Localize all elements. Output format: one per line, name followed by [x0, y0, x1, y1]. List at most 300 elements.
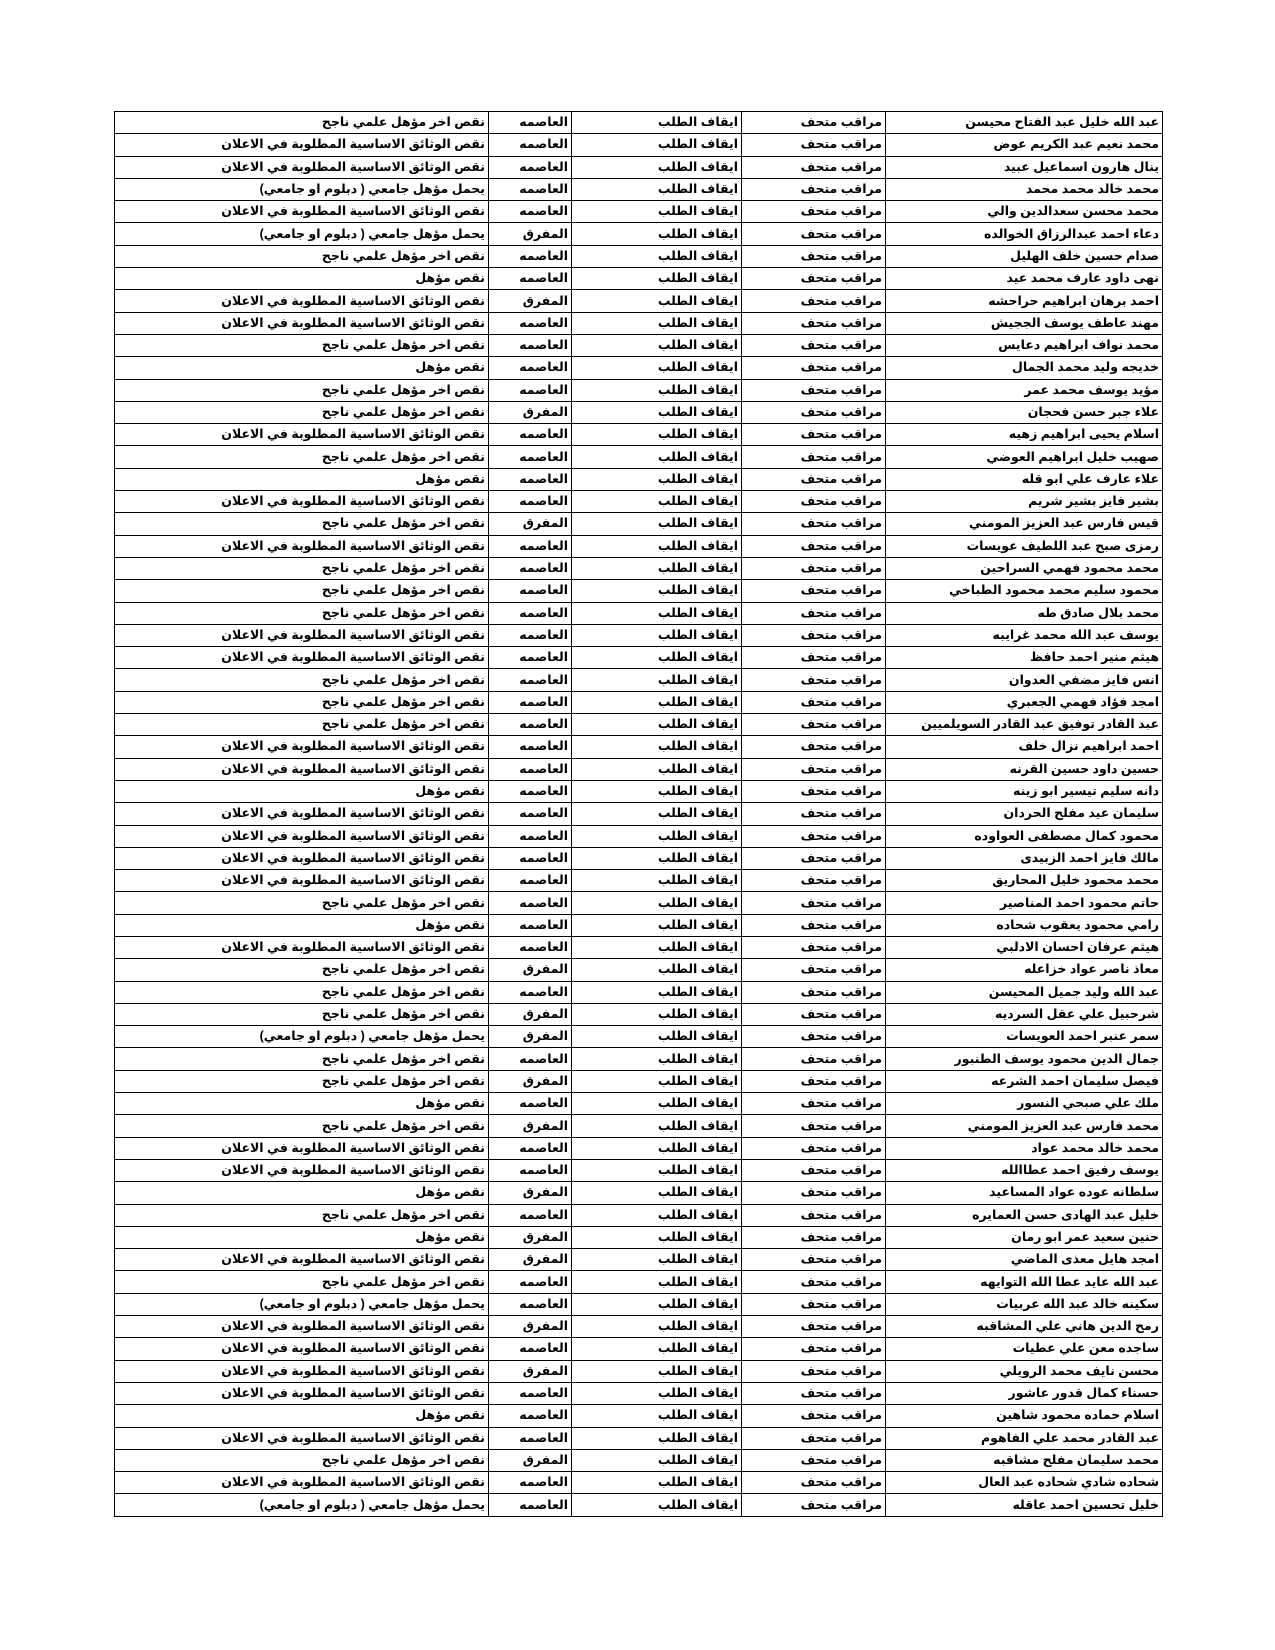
job-title-cell: مراقب متحف [742, 691, 886, 713]
status-cell: ايقاف الطلب [572, 714, 742, 736]
reason-cell: نقص الوثائق الاساسية المطلوبة في الاعلان [115, 647, 489, 669]
table-row [115, 357, 1163, 379]
job-title-cell: مراقب متحف [742, 557, 886, 579]
applicant-name-cell: عبد القادر محمد علي الفاهوم [886, 1427, 1163, 1449]
governorate-cell: المفرق [489, 513, 572, 535]
status-cell: ايقاف الطلب [572, 1048, 742, 1070]
status-cell: ايقاف الطلب [572, 1271, 742, 1293]
table-row [115, 334, 1163, 356]
job-title-cell: مراقب متحف [742, 602, 886, 624]
table-row [115, 1070, 1163, 1092]
governorate-cell: العاصمه [489, 847, 572, 869]
table-row [115, 1494, 1163, 1516]
applicant-name-cell: قيس فارس عبد العزيز المومني [886, 513, 1163, 535]
table-row [115, 1159, 1163, 1181]
reason-cell: نقص الوثائق الاساسية المطلوبة في الاعلان [115, 803, 489, 825]
table-row [115, 1271, 1163, 1293]
job-title-cell: مراقب متحف [742, 1382, 886, 1404]
status-cell: ايقاف الطلب [572, 513, 742, 535]
table-row [115, 981, 1163, 1003]
applicant-name-cell: محمد نواف ابراهيم دعايس [886, 334, 1163, 356]
reason-cell: نقص اخر مؤهل علمي ناجح [115, 379, 489, 401]
reason-cell: نقص مؤهل [115, 357, 489, 379]
status-cell: ايقاف الطلب [572, 535, 742, 557]
table-row [115, 178, 1163, 200]
table-row [115, 736, 1163, 758]
reason-cell: نقص اخر مؤهل علمي ناجح [115, 1271, 489, 1293]
status-cell: ايقاف الطلب [572, 825, 742, 847]
job-title-cell: مراقب متحف [742, 1093, 886, 1115]
job-title-cell: مراقب متحف [742, 624, 886, 646]
job-title-cell: مراقب متحف [742, 1472, 886, 1494]
job-title-cell: مراقب متحف [742, 312, 886, 334]
applicant-name-cell: احمد برهان ابراهيم حراحشه [886, 290, 1163, 312]
applicant-name-cell: حسناء كمال قدور عاشور [886, 1382, 1163, 1404]
governorate-cell: المفرق [489, 1360, 572, 1382]
governorate-cell: العاصمه [489, 758, 572, 780]
applicant-name-cell: رمزى صبح عبد اللطيف عويسات [886, 535, 1163, 557]
reason-cell: نقص الوثائق الاساسية المطلوبة في الاعلان [115, 758, 489, 780]
job-title-cell: مراقب متحف [742, 1293, 886, 1315]
reason-cell: نقص الوثائق الاساسية المطلوبة في الاعلان [115, 1159, 489, 1181]
reason-cell: نقص الوثائق الاساسية المطلوبة في الاعلان [115, 134, 489, 156]
status-cell: ايقاف الطلب [572, 959, 742, 981]
job-title-cell: مراقب متحف [742, 981, 886, 1003]
governorate-cell: المفرق [489, 1070, 572, 1092]
governorate-cell: العاصمه [489, 780, 572, 802]
status-cell: ايقاف الطلب [572, 691, 742, 713]
reason-cell: نقص الوثائق الاساسية المطلوبة في الاعلان [115, 870, 489, 892]
table-row [115, 714, 1163, 736]
table-row [115, 1026, 1163, 1048]
job-title-cell: مراقب متحف [742, 1316, 886, 1338]
job-title-cell: مراقب متحف [742, 780, 886, 802]
applicant-name-cell: سمر عنبر احمد العويسات [886, 1026, 1163, 1048]
table-row [115, 1137, 1163, 1159]
reason-cell: نقص اخر مؤهل علمي ناجح [115, 691, 489, 713]
table-row [115, 268, 1163, 290]
reason-cell: نقص اخر مؤهل علمي ناجح [115, 334, 489, 356]
status-cell: ايقاف الطلب [572, 1293, 742, 1315]
reason-cell: نقص الوثائق الاساسية المطلوبة في الاعلان [115, 1360, 489, 1382]
applicant-name-cell: دانه سليم تيسير ابو زينه [886, 780, 1163, 802]
applicant-name-cell: سكينه خالد عبد الله عربيات [886, 1293, 1163, 1315]
table-row [115, 1427, 1163, 1449]
status-cell: ايقاف الطلب [572, 245, 742, 267]
table-row [115, 312, 1163, 334]
applicant-name-cell: صهيب خليل ابراهيم العوضي [886, 446, 1163, 468]
reason-cell: نقص مؤهل [115, 1093, 489, 1115]
governorate-cell: العاصمه [489, 1048, 572, 1070]
reason-cell: نقص مؤهل [115, 780, 489, 802]
status-cell: ايقاف الطلب [572, 1405, 742, 1427]
governorate-cell: العاصمه [489, 334, 572, 356]
job-title-cell: مراقب متحف [742, 290, 886, 312]
governorate-cell: المفرق [489, 959, 572, 981]
governorate-cell: العاصمه [489, 825, 572, 847]
governorate-cell: المفرق [489, 1249, 572, 1271]
table-row [115, 1382, 1163, 1404]
applicant-name-cell: محمد نعيم عبد الكريم عوض [886, 134, 1163, 156]
table-row [115, 535, 1163, 557]
status-cell: ايقاف الطلب [572, 780, 742, 802]
status-cell: ايقاف الطلب [572, 491, 742, 513]
table-row [115, 223, 1163, 245]
job-title-cell: مراقب متحف [742, 1137, 886, 1159]
table-row [115, 491, 1163, 513]
applicant-name-cell: محمد سليمان مفلح مشاقبه [886, 1449, 1163, 1471]
status-cell: ايقاف الطلب [572, 647, 742, 669]
job-title-cell: مراقب متحف [742, 959, 886, 981]
applicant-name-cell: احمد ابراهيم نزال خلف [886, 736, 1163, 758]
reason-cell: نقص اخر مؤهل علمي ناجح [115, 112, 489, 134]
job-title-cell: مراقب متحف [742, 491, 886, 513]
table-row [115, 513, 1163, 535]
governorate-cell: العاصمه [489, 803, 572, 825]
job-title-cell: مراقب متحف [742, 245, 886, 267]
reason-cell: نقص اخر مؤهل علمي ناجح [115, 401, 489, 423]
table-row [115, 1360, 1163, 1382]
job-title-cell: مراقب متحف [742, 223, 886, 245]
applicant-name-cell: رامي محمود يعقوب شحاده [886, 914, 1163, 936]
job-title-cell: مراقب متحف [742, 1449, 886, 1471]
status-cell: ايقاف الطلب [572, 736, 742, 758]
governorate-cell: العاصمه [489, 714, 572, 736]
reason-cell: يحمل مؤهل جامعي ( دبلوم او جامعي) [115, 1026, 489, 1048]
table-row [115, 847, 1163, 869]
job-title-cell: مراقب متحف [742, 647, 886, 669]
applicant-name-cell: هيثم منير احمد حافظ [886, 647, 1163, 669]
table-row [115, 803, 1163, 825]
reason-cell: نقص الوثائق الاساسية المطلوبة في الاعلان [115, 424, 489, 446]
applicant-name-cell: مهند عاطف يوسف الججيش [886, 312, 1163, 334]
job-title-cell: مراقب متحف [742, 914, 886, 936]
table-row [115, 870, 1163, 892]
governorate-cell: العاصمه [489, 557, 572, 579]
table-row [115, 1405, 1163, 1427]
reason-cell: نقص اخر مؤهل علمي ناجح [115, 580, 489, 602]
reason-cell: نقص مؤهل [115, 1182, 489, 1204]
status-cell: ايقاف الطلب [572, 334, 742, 356]
governorate-cell: العاصمه [489, 1427, 572, 1449]
governorate-cell: العاصمه [489, 892, 572, 914]
status-cell: ايقاف الطلب [572, 557, 742, 579]
job-title-cell: مراقب متحف [742, 178, 886, 200]
reason-cell: نقص اخر مؤهل علمي ناجح [115, 981, 489, 1003]
governorate-cell: المفرق [489, 401, 572, 423]
job-title-cell: مراقب متحف [742, 401, 886, 423]
table-row [115, 290, 1163, 312]
applicant-name-cell: انس فايز مضفي العدوان [886, 669, 1163, 691]
status-cell: ايقاف الطلب [572, 1137, 742, 1159]
table-row [115, 1316, 1163, 1338]
table-row [115, 691, 1163, 713]
governorate-cell: العاصمه [489, 379, 572, 401]
status-cell: ايقاف الطلب [572, 758, 742, 780]
status-cell: ايقاف الطلب [572, 1226, 742, 1248]
reason-cell: نقص اخر مؤهل علمي ناجح [115, 959, 489, 981]
table-row [115, 624, 1163, 646]
governorate-cell: العاصمه [489, 1204, 572, 1226]
governorate-cell: العاصمه [489, 1293, 572, 1315]
reason-cell: نقص الوثائق الاساسية المطلوبة في الاعلان [115, 491, 489, 513]
governorate-cell: العاصمه [489, 1472, 572, 1494]
applicant-name-cell: علاء عارف علي ابو قله [886, 468, 1163, 490]
governorate-cell: العاصمه [489, 268, 572, 290]
job-title-cell: مراقب متحف [742, 134, 886, 156]
table-row [115, 1003, 1163, 1025]
applicant-name-cell: عبد الله وليد جميل المحيسن [886, 981, 1163, 1003]
table-row [115, 468, 1163, 490]
applicant-name-cell: حنين سعيد عمر ابو رمان [886, 1226, 1163, 1248]
status-cell: ايقاف الطلب [572, 936, 742, 958]
status-cell: ايقاف الطلب [572, 223, 742, 245]
reason-cell: نقص الوثائق الاساسية المطلوبة في الاعلان [115, 290, 489, 312]
applicant-name-cell: يوسف عبد الله محمد غرايبه [886, 624, 1163, 646]
governorate-cell: العاصمه [489, 491, 572, 513]
applicant-name-cell: محسن نايف محمد الرويلي [886, 1360, 1163, 1382]
reason-cell: نقص اخر مؤهل علمي ناجح [115, 714, 489, 736]
job-title-cell: مراقب متحف [742, 669, 886, 691]
job-title-cell: مراقب متحف [742, 1427, 886, 1449]
applicant-name-cell: محمد محمود خليل المحاريق [886, 870, 1163, 892]
governorate-cell: العاصمه [489, 312, 572, 334]
job-title-cell: مراقب متحف [742, 1338, 886, 1360]
table-row [115, 1115, 1163, 1137]
applicant-name-cell: عبد الله خليل عبد الفتاح محيسن [886, 112, 1163, 134]
status-cell: ايقاف الطلب [572, 1115, 742, 1137]
governorate-cell: العاصمه [489, 736, 572, 758]
reason-cell: نقص الوثائق الاساسية المطلوبة في الاعلان [115, 1316, 489, 1338]
applicant-name-cell: سلطانه عوده عواد المساعيد [886, 1182, 1163, 1204]
governorate-cell: العاصمه [489, 1271, 572, 1293]
status-cell: ايقاف الطلب [572, 1249, 742, 1271]
table-row [115, 424, 1163, 446]
reason-cell: نقص الوثائق الاساسية المطلوبة في الاعلان [115, 312, 489, 334]
status-cell: ايقاف الطلب [572, 1449, 742, 1471]
table-row [115, 245, 1163, 267]
governorate-cell: العاصمه [489, 580, 572, 602]
reason-cell: نقص الوثائق الاساسية المطلوبة في الاعلان [115, 1137, 489, 1159]
job-title-cell: مراقب متحف [742, 825, 886, 847]
applicant-name-cell: علاء جبر حسن فحجان [886, 401, 1163, 423]
applicant-name-cell: عبد القادر توفيق عبد القادر السويلميين [886, 714, 1163, 736]
job-title-cell: مراقب متحف [742, 714, 886, 736]
applicant-name-cell: عبد الله عايد عطا الله التوايهه [886, 1271, 1163, 1293]
job-title-cell: مراقب متحف [742, 1249, 886, 1271]
governorate-cell: المفرق [489, 1226, 572, 1248]
reason-cell: نقص الوثائق الاساسية المطلوبة في الاعلان [115, 624, 489, 646]
job-title-cell: مراقب متحف [742, 1360, 886, 1382]
reason-cell: نقص اخر مؤهل علمي ناجح [115, 245, 489, 267]
job-title-cell: مراقب متحف [742, 1182, 886, 1204]
status-cell: ايقاف الطلب [572, 914, 742, 936]
reason-cell: نقص اخر مؤهل علمي ناجح [115, 1003, 489, 1025]
table-row [115, 557, 1163, 579]
status-cell: ايقاف الطلب [572, 870, 742, 892]
applicant-name-cell: ملك علي صبحي النسور [886, 1093, 1163, 1115]
status-cell: ايقاف الطلب [572, 1093, 742, 1115]
governorate-cell: العاصمه [489, 602, 572, 624]
applicant-name-cell: شحاده شادي شحاده عبد العال [886, 1472, 1163, 1494]
table-row [115, 156, 1163, 178]
applicant-name-cell: خديجه وليد محمد الجمال [886, 357, 1163, 379]
table-row [115, 1204, 1163, 1226]
applicant-name-cell: حسين داود حسين القرنه [886, 758, 1163, 780]
governorate-cell: العاصمه [489, 1338, 572, 1360]
status-cell: ايقاف الطلب [572, 1494, 742, 1516]
governorate-cell: المفرق [489, 1182, 572, 1204]
governorate-cell: العاصمه [489, 914, 572, 936]
applicant-name-cell: يوسف رفيق احمد عطاالله [886, 1159, 1163, 1181]
status-cell: ايقاف الطلب [572, 803, 742, 825]
job-title-cell: مراقب متحف [742, 1226, 886, 1248]
reason-cell: يحمل مؤهل جامعي ( دبلوم او جامعي) [115, 1293, 489, 1315]
governorate-cell: العاصمه [489, 201, 572, 223]
job-title-cell: مراقب متحف [742, 334, 886, 356]
reason-cell: نقص الوثائق الاساسية المطلوبة في الاعلان [115, 156, 489, 178]
applicant-name-cell: بشير فايز بشير شريم [886, 491, 1163, 513]
governorate-cell: العاصمه [489, 134, 572, 156]
job-title-cell: مراقب متحف [742, 156, 886, 178]
applicant-name-cell: صدام حسين خلف الهليل [886, 245, 1163, 267]
status-cell: ايقاف الطلب [572, 112, 742, 134]
table-row [115, 134, 1163, 156]
governorate-cell: العاصمه [489, 178, 572, 200]
applicant-name-cell: محمد محمود فهمي السراحين [886, 557, 1163, 579]
applicant-name-cell: امجد فؤاد فهمي الجعبري [886, 691, 1163, 713]
table-row [115, 758, 1163, 780]
table-row [115, 446, 1163, 468]
reason-cell: نقص الوثائق الاساسية المطلوبة في الاعلان [115, 1338, 489, 1360]
governorate-cell: العاصمه [489, 1093, 572, 1115]
reason-cell: نقص الوثائق الاساسية المطلوبة في الاعلان [115, 535, 489, 557]
job-title-cell: مراقب متحف [742, 357, 886, 379]
table-row [115, 1249, 1163, 1271]
status-cell: ايقاف الطلب [572, 1159, 742, 1181]
status-cell: ايقاف الطلب [572, 892, 742, 914]
table-row [115, 401, 1163, 423]
governorate-cell: العاصمه [489, 870, 572, 892]
status-cell: ايقاف الطلب [572, 624, 742, 646]
reason-cell: يحمل مؤهل جامعي ( دبلوم او جامعي) [115, 223, 489, 245]
governorate-cell: العاصمه [489, 647, 572, 669]
job-title-cell: مراقب متحف [742, 513, 886, 535]
applicant-name-cell: خليل عبد الهادى حسن العمايره [886, 1204, 1163, 1226]
table-row [115, 959, 1163, 981]
status-cell: ايقاف الطلب [572, 156, 742, 178]
status-cell: ايقاف الطلب [572, 1472, 742, 1494]
table-row [115, 936, 1163, 958]
reason-cell: نقص اخر مؤهل علمي ناجح [115, 602, 489, 624]
status-cell: ايقاف الطلب [572, 134, 742, 156]
status-cell: ايقاف الطلب [572, 178, 742, 200]
status-cell: ايقاف الطلب [572, 847, 742, 869]
applicant-name-cell: جمال الدين محمود يوسف الطنبور [886, 1048, 1163, 1070]
table-row [115, 201, 1163, 223]
table-row [115, 112, 1163, 134]
table-row [115, 379, 1163, 401]
applicant-name-cell: خليل تحسين احمد عاقله [886, 1494, 1163, 1516]
table-row [115, 1293, 1163, 1315]
table-row [115, 780, 1163, 802]
applicant-name-cell: محمود سليم محمد محمود الطباخي [886, 580, 1163, 602]
status-cell: ايقاف الطلب [572, 1427, 742, 1449]
reason-cell: نقص اخر مؤهل علمي ناجح [115, 1204, 489, 1226]
table-row [115, 1048, 1163, 1070]
table-row [115, 1093, 1163, 1115]
reason-cell: نقص اخر مؤهل علمي ناجح [115, 669, 489, 691]
applicant-name-cell: حاتم محمود احمد المناصير [886, 892, 1163, 914]
table-row [115, 602, 1163, 624]
applicant-name-cell: اسلام حماده محمود شاهين [886, 1405, 1163, 1427]
job-title-cell: مراقب متحف [742, 535, 886, 557]
applicant-name-cell: رمح الدين هاني علي المشاقبه [886, 1316, 1163, 1338]
reason-cell: نقص الوثائق الاساسية المطلوبة في الاعلان [115, 847, 489, 869]
table-row [115, 825, 1163, 847]
applicant-name-cell: محمد خالد محمد عواد [886, 1137, 1163, 1159]
reason-cell: نقص الوثائق الاساسية المطلوبة في الاعلان [115, 736, 489, 758]
job-title-cell: مراقب متحف [742, 424, 886, 446]
table-row [115, 1449, 1163, 1471]
job-title-cell: مراقب متحف [742, 1115, 886, 1137]
governorate-cell: العاصمه [489, 1137, 572, 1159]
reason-cell: نقص اخر مؤهل علمي ناجح [115, 513, 489, 535]
status-cell: ايقاف الطلب [572, 401, 742, 423]
status-cell: ايقاف الطلب [572, 602, 742, 624]
job-title-cell: مراقب متحف [742, 112, 886, 134]
document-page [114, 111, 1163, 1517]
applicant-name-cell: نهى داود عارف محمد عيد [886, 268, 1163, 290]
status-cell: ايقاف الطلب [572, 1182, 742, 1204]
table-row [115, 1472, 1163, 1494]
job-title-cell: مراقب متحف [742, 1003, 886, 1025]
table-row [115, 669, 1163, 691]
job-title-cell: مراقب متحف [742, 1048, 886, 1070]
governorate-cell: العاصمه [489, 669, 572, 691]
job-title-cell: مراقب متحف [742, 758, 886, 780]
governorate-cell: العاصمه [489, 424, 572, 446]
applicant-name-cell: محمد بلال صادق طه [886, 602, 1163, 624]
job-title-cell: مراقب متحف [742, 1159, 886, 1181]
status-cell: ايقاف الطلب [572, 312, 742, 334]
status-cell: ايقاف الطلب [572, 1204, 742, 1226]
applicant-name-cell: فيصل سليمان احمد الشرعه [886, 1070, 1163, 1092]
job-title-cell: مراقب متحف [742, 379, 886, 401]
governorate-cell: العاصمه [489, 936, 572, 958]
governorate-cell: العاصمه [489, 245, 572, 267]
job-title-cell: مراقب متحف [742, 580, 886, 602]
status-cell: ايقاف الطلب [572, 424, 742, 446]
reason-cell: يحمل مؤهل جامعي ( دبلوم او جامعي) [115, 178, 489, 200]
reason-cell: نقص مؤهل [115, 914, 489, 936]
applicant-name-cell: شرحبيل علي عقل السرديه [886, 1003, 1163, 1025]
status-cell: ايقاف الطلب [572, 1003, 742, 1025]
applicant-name-cell: ينال هارون اسماعيل عبيد [886, 156, 1163, 178]
governorate-cell: المفرق [489, 290, 572, 312]
job-title-cell: مراقب متحف [742, 803, 886, 825]
governorate-cell: العاصمه [489, 1494, 572, 1516]
status-cell: ايقاف الطلب [572, 1026, 742, 1048]
governorate-cell: العاصمه [489, 1159, 572, 1181]
reason-cell: نقص مؤهل [115, 268, 489, 290]
governorate-cell: العاصمه [489, 624, 572, 646]
reason-cell: نقص مؤهل [115, 468, 489, 490]
reason-cell: نقص مؤهل [115, 1226, 489, 1248]
status-cell: ايقاف الطلب [572, 1316, 742, 1338]
applicant-name-cell: ساجده معن علي عطيات [886, 1338, 1163, 1360]
table-row [115, 914, 1163, 936]
